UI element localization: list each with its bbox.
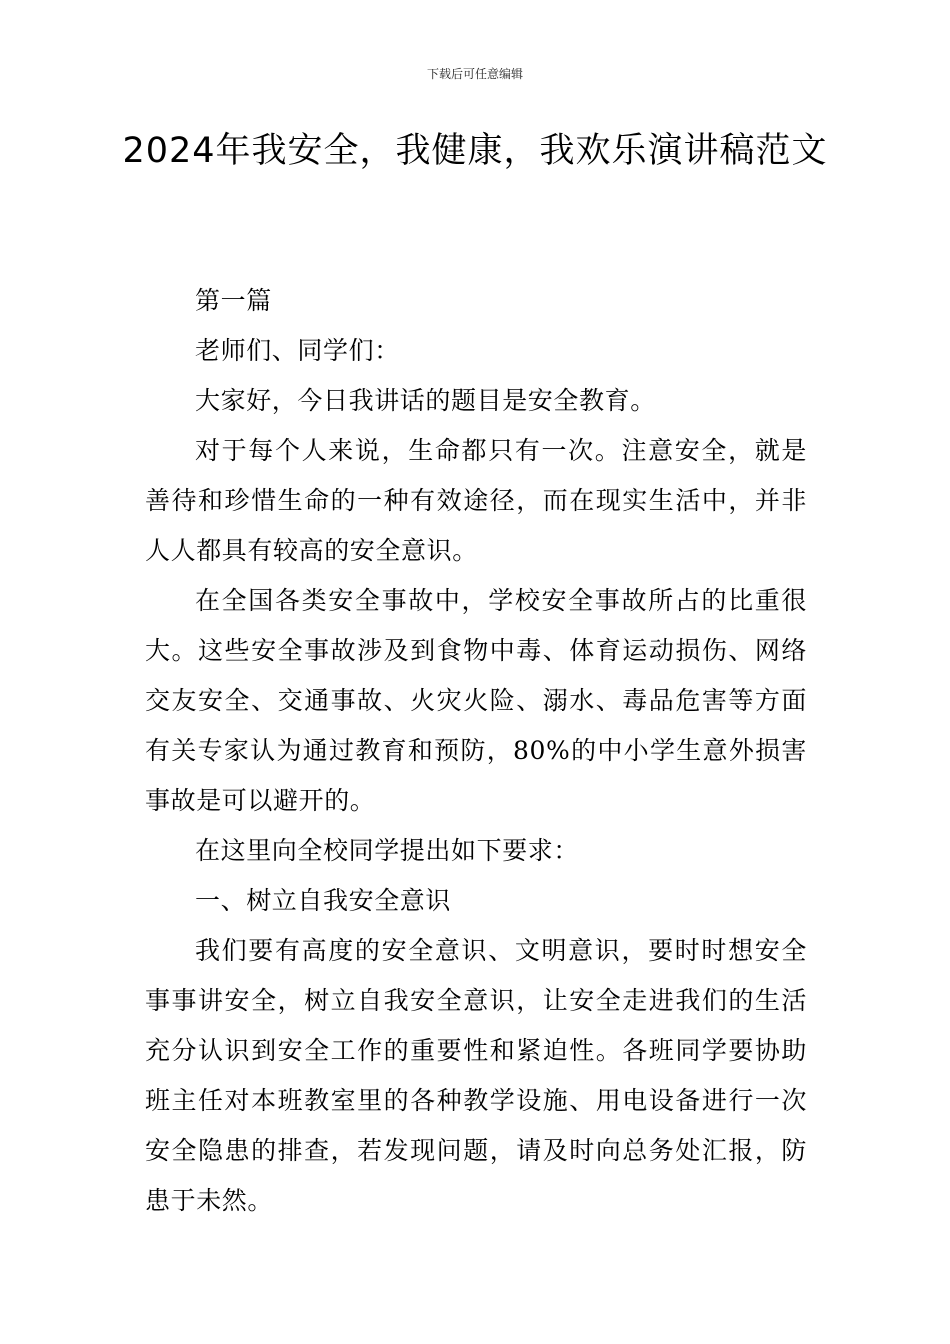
paragraph: 大家好，今日我讲话的题目是安全教育。	[195, 386, 656, 415]
paragraph: 在全国各类安全事故中，学校安全事故所占的比重很大。这些安全事故涉及到食物中毒、体育运动损伤、网络交友安全、交通事故、火灾火险、溺水、毒品危害等方面有关专家认为通过教育和预防，80%的中小学生意外损害事故是可以避开的。	[145, 586, 807, 815]
paragraph: 我们要有高度的安全意识、文明意识，要时时想安全事事讲安全，树立自我安全意识，让安全走进我们的生活充分认识到安全工作的重要性和紧迫性。各班同学要协助班主任对本班教室里的各种教学设施、用电设备进行一次安全隐患的排查，若发现问题，请及时向总务处汇报，防患于未然。	[145, 936, 807, 1215]
salutation: 老师们、同学们：	[195, 336, 400, 365]
header-note: 下载后可任意编辑	[426, 67, 523, 81]
document-body	[145, 276, 807, 1226]
document-title: 2024年我安全，我健康，我欢乐演讲稿范文	[122, 131, 828, 171]
paragraph: 对于每个人来说，生命都只有一次。注意安全，就是善待和珍惜生命的一种有效途径，而在现实生活中，并非人人都具有较高的安全意识。	[145, 436, 807, 565]
section-heading: 第一篇	[195, 286, 272, 315]
paragraph: 在这里向全校同学提出如下要求：	[195, 836, 580, 865]
subheading: 一、树立自我安全意识	[195, 886, 452, 915]
